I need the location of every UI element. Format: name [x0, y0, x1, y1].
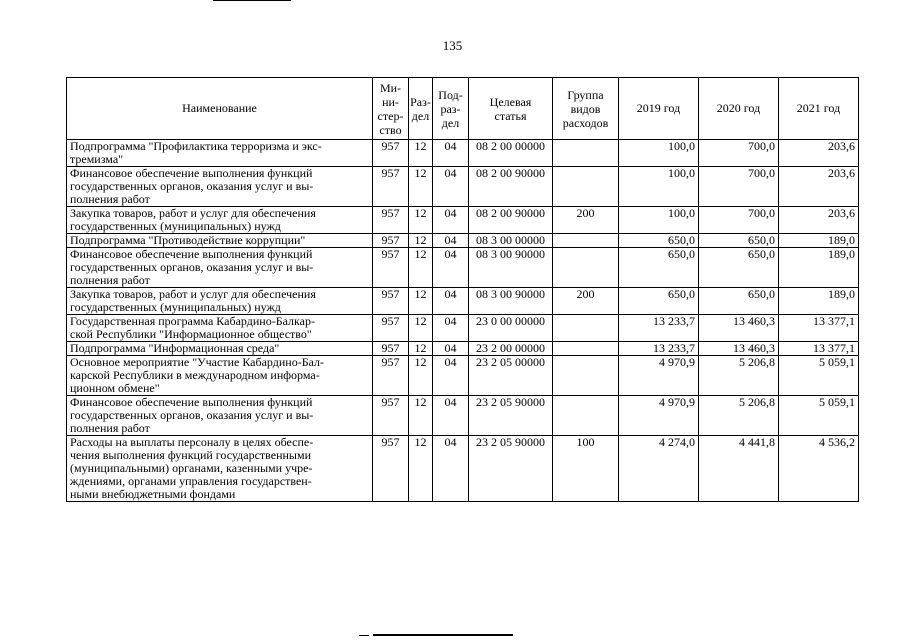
header-2021: 2021 год [779, 78, 859, 140]
cell-2020: 700,0 [699, 167, 779, 207]
header-target: Целевая статья [469, 78, 553, 140]
cell-2021: 189,0 [779, 288, 859, 315]
budget-table [66, 77, 859, 502]
top-rule [213, 0, 291, 1]
cell-section: 12 [409, 234, 433, 248]
cell-subsection: 04 [433, 248, 469, 288]
cell-ministry: 957 [373, 248, 409, 288]
cell-2019: 4 970,9 [619, 356, 699, 396]
cell-2019: 4 274,0 [619, 436, 699, 502]
cell-2019: 4 970,9 [619, 396, 699, 436]
cell-2021: 189,0 [779, 248, 859, 288]
cell-target: 23 2 05 90000 [469, 436, 553, 502]
table-row [67, 436, 859, 502]
cell-section: 12 [409, 436, 433, 502]
cell-subsection: 04 [433, 288, 469, 315]
cell-target: 23 2 00 00000 [469, 342, 553, 356]
cell-2019: 650,0 [619, 234, 699, 248]
cell-name: Финансовое обеспечение выполнения функций государственных органов, оказания услуг и вы- полнения работ [67, 167, 373, 207]
cell-2020: 5 206,8 [699, 356, 779, 396]
table-row [67, 315, 859, 342]
cell-2020: 13 460,3 [699, 342, 779, 356]
cell-2019: 13 233,7 [619, 315, 699, 342]
cell-section: 12 [409, 248, 433, 288]
cell-name: Закупка товаров, работ и услуг для обеспечения государственных (муниципальных) нужд [67, 207, 373, 234]
header-2019: 2019 год [619, 78, 699, 140]
cell-section: 12 [409, 396, 433, 436]
cell-ministry: 957 [373, 356, 409, 396]
table-body [67, 140, 859, 502]
cell-2020: 5 206,8 [699, 396, 779, 436]
bottom-rule [373, 634, 513, 636]
cell-2021: 5 059,1 [779, 356, 859, 396]
cell-subsection: 04 [433, 234, 469, 248]
cell-name: Государственная программа Кабардино-Балкар- ской Республики "Информационное общество" [67, 315, 373, 342]
table-row [67, 288, 859, 315]
cell-subsection: 04 [433, 436, 469, 502]
cell-2020: 650,0 [699, 248, 779, 288]
cell-target: 23 2 05 00000 [469, 356, 553, 396]
cell-2019: 100,0 [619, 167, 699, 207]
cell-expense-group: 200 [553, 207, 619, 234]
cell-2020: 650,0 [699, 234, 779, 248]
cell-subsection: 04 [433, 207, 469, 234]
cell-2020: 700,0 [699, 207, 779, 234]
cell-expense-group [553, 356, 619, 396]
cell-section: 12 [409, 356, 433, 396]
cell-ministry: 957 [373, 288, 409, 315]
header-2020: 2020 год [699, 78, 779, 140]
cell-2021: 203,6 [779, 167, 859, 207]
cell-target: 08 3 00 90000 [469, 288, 553, 315]
cell-target: 08 3 00 90000 [469, 248, 553, 288]
cell-expense-group [553, 167, 619, 207]
cell-section: 12 [409, 288, 433, 315]
cell-target: 23 0 00 00000 [469, 315, 553, 342]
header-expense-group: Группа видов расходов [553, 78, 619, 140]
cell-expense-group [553, 248, 619, 288]
cell-ministry: 957 [373, 234, 409, 248]
cell-2020: 4 441,8 [699, 436, 779, 502]
cell-name: Подпрограмма "Противодействие коррупции" [67, 234, 373, 248]
cell-name: Финансовое обеспечение выполнения функций государственных органов, оказания услуг и вы- полнения работ [67, 396, 373, 436]
cell-subsection: 04 [433, 396, 469, 436]
cell-expense-group [553, 315, 619, 342]
cell-ministry: 957 [373, 167, 409, 207]
cell-subsection: 04 [433, 342, 469, 356]
page-number: 135 [442, 38, 463, 53]
cell-2021: 13 377,1 [779, 315, 859, 342]
cell-2019: 650,0 [619, 288, 699, 315]
cell-2019: 100,0 [619, 140, 699, 167]
cell-ministry: 957 [373, 342, 409, 356]
bottom-rule-short [359, 635, 369, 636]
cell-2021: 4 536,2 [779, 436, 859, 502]
cell-2020: 700,0 [699, 140, 779, 167]
cell-section: 12 [409, 140, 433, 167]
cell-section: 12 [409, 315, 433, 342]
cell-2019: 650,0 [619, 248, 699, 288]
header-name: Наименование [67, 78, 373, 140]
cell-2021: 189,0 [779, 234, 859, 248]
table-row [67, 167, 859, 207]
cell-2020: 650,0 [699, 288, 779, 315]
header-section: Раз- дел [409, 78, 433, 140]
header-subsection: Под- раз- дел [433, 78, 469, 140]
cell-name: Расходы на выплаты персоналу в целях обеспе- чения выполнения функций государственными (муниципальными) органами, казенными учре- ждениями, органами управления государствен- ными внебюджетными фондами [67, 436, 373, 502]
cell-2021: 5 059,1 [779, 396, 859, 436]
cell-expense-group: 200 [553, 288, 619, 315]
cell-name: Подпрограмма "Профилактика терроризма и экс- тремизма" [67, 140, 373, 167]
cell-name: Закупка товаров, работ и услуг для обеспечения государственных (муниципальных) нужд [67, 288, 373, 315]
table-row [67, 140, 859, 167]
cell-target: 08 2 00 90000 [469, 167, 553, 207]
cell-ministry: 957 [373, 315, 409, 342]
cell-2021: 203,6 [779, 140, 859, 167]
cell-name: Основное мероприятие "Участие Кабардино-Бал- карской Республики в международном информа- ционном обмене" [67, 356, 373, 396]
cell-target: 08 3 00 00000 [469, 234, 553, 248]
table-row [67, 248, 859, 288]
cell-ministry: 957 [373, 140, 409, 167]
cell-target: 08 2 00 90000 [469, 207, 553, 234]
cell-subsection: 04 [433, 356, 469, 396]
cell-2020: 13 460,3 [699, 315, 779, 342]
cell-target: 23 2 05 90000 [469, 396, 553, 436]
table-row [67, 356, 859, 396]
cell-2019: 100,0 [619, 207, 699, 234]
cell-expense-group [553, 396, 619, 436]
cell-section: 12 [409, 207, 433, 234]
header-ministry: Ми- ни- стер- ство [373, 78, 409, 140]
table-row [67, 234, 859, 248]
cell-2021: 203,6 [779, 207, 859, 234]
cell-2021: 13 377,1 [779, 342, 859, 356]
cell-ministry: 957 [373, 207, 409, 234]
cell-ministry: 957 [373, 396, 409, 436]
cell-section: 12 [409, 167, 433, 207]
table-row [67, 342, 859, 356]
cell-subsection: 04 [433, 140, 469, 167]
cell-expense-group [553, 342, 619, 356]
cell-section: 12 [409, 342, 433, 356]
cell-expense-group [553, 140, 619, 167]
table-row [67, 207, 859, 234]
cell-expense-group: 100 [553, 436, 619, 502]
cell-2019: 13 233,7 [619, 342, 699, 356]
cell-subsection: 04 [433, 167, 469, 207]
cell-target: 08 2 00 00000 [469, 140, 553, 167]
cell-name: Финансовое обеспечение выполнения функций государственных органов, оказания услуг и вы- полнения работ [67, 248, 373, 288]
cell-ministry: 957 [373, 436, 409, 502]
header-row [67, 78, 859, 140]
table-row [67, 396, 859, 436]
cell-subsection: 04 [433, 315, 469, 342]
cell-expense-group [553, 234, 619, 248]
cell-name: Подпрограмма "Информационная среда" [67, 342, 373, 356]
